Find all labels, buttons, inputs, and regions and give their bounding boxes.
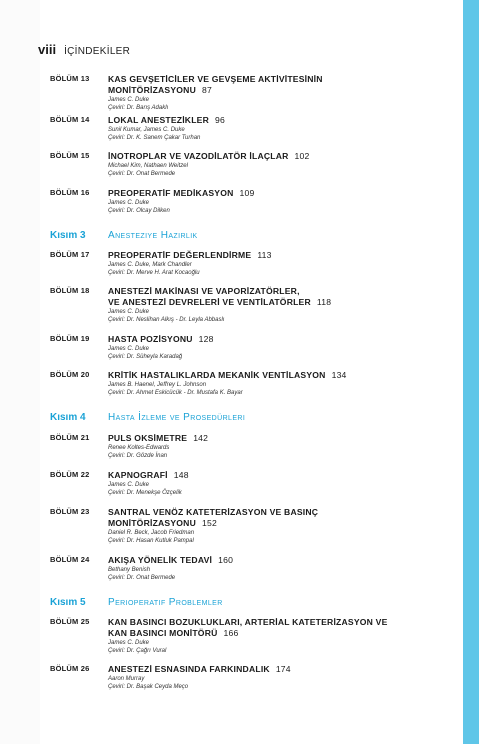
toc-entry <box>50 470 410 498</box>
chapter-translators: Çeviri: Dr. Hasan Kutluk Pampal <box>108 538 194 545</box>
chapter-label: BÖLÜM 19 <box>50 334 90 343</box>
toc-entry <box>50 555 410 583</box>
toc-entry <box>50 433 410 461</box>
part-heading <box>50 412 245 423</box>
chapter-page: 128 <box>198 334 214 344</box>
chapter-authors: James C. Duke, Mark Chandler <box>108 262 192 268</box>
chapter-page: 118 <box>316 297 332 307</box>
chapter-page: 113 <box>257 250 272 260</box>
chapter-title-line2: KAN BASINCI MONİTÖRÜ 166 <box>108 628 239 638</box>
chapter-label: BÖLÜM 17 <box>50 250 90 259</box>
chapter-authors: Sunil Kumar, James C. Duke <box>108 127 185 133</box>
chapter-authors: Bethany Benish <box>108 567 151 573</box>
chapter-authors: Aaron Murray <box>108 676 145 682</box>
chapter-page: 96 <box>215 115 225 125</box>
page-edge-color-strip <box>463 0 479 744</box>
chapter-title: PULS OKSİMETRE 142 <box>108 433 209 443</box>
chapter-translators: Çeviri: Dr. Başak Ceyda Meço <box>108 684 189 691</box>
chapter-page: 102 <box>294 151 310 161</box>
chapter-label: BÖLÜM 20 <box>50 370 90 379</box>
chapter-authors: Daniel R. Beck, Jacob Friedman <box>108 530 195 536</box>
chapter-label: BÖLÜM 26 <box>50 664 90 673</box>
chapter-title: ANESTEZİ MAKİNASI VE VAPORİZATÖRLER, <box>108 286 300 296</box>
part-label: Kısım 4 <box>50 412 86 423</box>
chapter-title: PREOPERATİF DEĞERLENDİRME 113 <box>108 250 272 260</box>
chapter-authors: James C. Duke <box>108 97 150 103</box>
chapter-title: ANESTEZİ ESNASINDA FARKINDALIK 174 <box>108 664 291 674</box>
chapter-label: BÖLÜM 15 <box>50 151 90 160</box>
chapter-page: 166 <box>223 628 239 638</box>
chapter-label: BÖLÜM 14 <box>50 115 90 124</box>
chapter-label: BÖLÜM 18 <box>50 286 90 295</box>
chapter-page: 87 <box>201 85 212 95</box>
page-title: İÇİNDEKİLER <box>64 46 131 57</box>
chapter-title: KAPNOGRAFİ 148 <box>108 470 189 480</box>
chapter-translators: Çeviri: Dr. Neslihan Alkış - Dr. Leyla Abbaslı <box>108 317 225 324</box>
toc-entry <box>50 664 410 692</box>
chapter-title-line2: MONİTÖRİZASYONU 152 <box>108 518 217 528</box>
chapter-label: BÖLÜM 13 <box>50 74 90 83</box>
chapter-title: PREOPERATİF MEDİKASYON 109 <box>108 188 255 198</box>
chapter-page: 148 <box>173 470 189 480</box>
chapter-label: BÖLÜM 24 <box>50 555 90 564</box>
chapter-authors: Renee Koltes-Edwards <box>108 445 170 451</box>
chapter-authors: Michael Kim, Nathaen Weitzel <box>108 163 188 169</box>
chapter-title: LOKAL ANESTEZİKLER 96 <box>108 115 225 125</box>
toc-entry <box>50 188 410 216</box>
chapter-authors: James C. Duke <box>108 640 150 646</box>
chapter-authors: James C. Duke <box>108 200 150 206</box>
chapter-page: 174 <box>275 664 291 674</box>
chapter-page: 160 <box>218 555 234 565</box>
chapter-title: AKIŞA YÖNELİK TEDAVİ 160 <box>108 555 234 565</box>
chapter-translators: Çeviri: Dr. Merve H. Arat Kocaoğlu <box>108 270 200 277</box>
chapter-translators: Çeviri: Dr. Olcay Dilken <box>108 208 170 215</box>
toc-entry <box>50 151 410 179</box>
chapter-translators: Çeviri: Dr. Süheyla Karadağ <box>108 354 183 361</box>
chapter-translators: Çeviri: Dr. K. Sanem Çakar Turhan <box>108 135 201 142</box>
chapter-page: 109 <box>239 188 255 198</box>
toc-entry <box>50 115 410 143</box>
chapter-page: 152 <box>201 518 217 528</box>
chapter-authors: James C. Duke <box>108 346 150 352</box>
chapter-authors: James C. Duke <box>108 482 150 488</box>
left-margin <box>0 0 40 744</box>
chapter-translators: Çeviri: Dr. Onat Bermede <box>108 575 176 582</box>
part-title: Hasta İzleme ve Prosedürleri <box>108 412 246 423</box>
toc-entry <box>50 370 410 398</box>
chapter-translators: Çeviri: Dr. Menekşe Özçelik <box>108 490 182 497</box>
chapter-authors: James B. Haenel, Jeffrey L. Johnson <box>108 382 207 388</box>
chapter-translators: Çeviri: Dr. Çağrı Vural <box>108 648 167 655</box>
chapter-title: KAN BASINCI BOZUKLUKLARI, ARTERİAL KATETERİZASYON VE <box>108 617 388 627</box>
toc-entry <box>50 74 410 113</box>
part-title: Anesteziye Hazırlık <box>108 230 198 241</box>
chapter-page: 134 <box>331 370 347 380</box>
chapter-translators: Çeviri: Dr. Gözde İnan <box>108 453 168 460</box>
chapter-translators: Çeviri: Dr. Ahmet Eskicücük - Dr. Mustafa K. Bayar <box>108 390 243 397</box>
toc-entry <box>50 617 410 656</box>
toc-entry <box>50 286 410 325</box>
chapter-page: 142 <box>193 433 209 443</box>
chapter-title: HASTA POZİSYONU 128 <box>108 334 214 344</box>
chapter-title: İNOTROPLAR VE VAZODİLATÖR İLAÇLAR 102 <box>108 151 310 161</box>
chapter-label: BÖLÜM 25 <box>50 617 90 626</box>
part-heading <box>50 230 198 241</box>
page-header <box>38 42 130 62</box>
chapter-translators: Çeviri: Dr. Onat Bermede <box>108 171 176 178</box>
part-heading <box>50 597 223 608</box>
chapter-label: BÖLÜM 22 <box>50 470 90 479</box>
chapter-translators: Çeviri: Dr. Barış Adaklı <box>108 105 169 112</box>
chapter-title: SANTRAL VENÖZ KATETERİZASYON VE BASINÇ <box>108 507 319 517</box>
toc-entry <box>50 250 410 278</box>
chapter-title: KAS GEVŞETİCİLER VE GEVŞEME AKTİVİTESİNİN MONİTÖRİZASYONU 87 <box>108 74 323 95</box>
chapter-label: BÖLÜM 21 <box>50 433 90 442</box>
toc-entry <box>50 507 410 546</box>
toc-entry <box>50 334 410 362</box>
part-title: Perioperatif Problemler <box>108 597 223 608</box>
chapter-label: BÖLÜM 23 <box>50 507 90 516</box>
chapter-authors: James C. Duke <box>108 309 150 315</box>
chapter-title-line2: VE ANESTEZİ DEVRELERİ VE VENTİLATÖRLER 118 <box>108 297 332 307</box>
chapter-title: KRİTİK HASTALIKLARDA MEKANİK VENTİLASYON 134 <box>108 370 347 380</box>
page-number: viii <box>38 42 57 57</box>
part-label: Kısım 5 <box>50 597 86 608</box>
chapter-label: BÖLÜM 16 <box>50 188 90 197</box>
part-label: Kısım 3 <box>50 230 86 241</box>
